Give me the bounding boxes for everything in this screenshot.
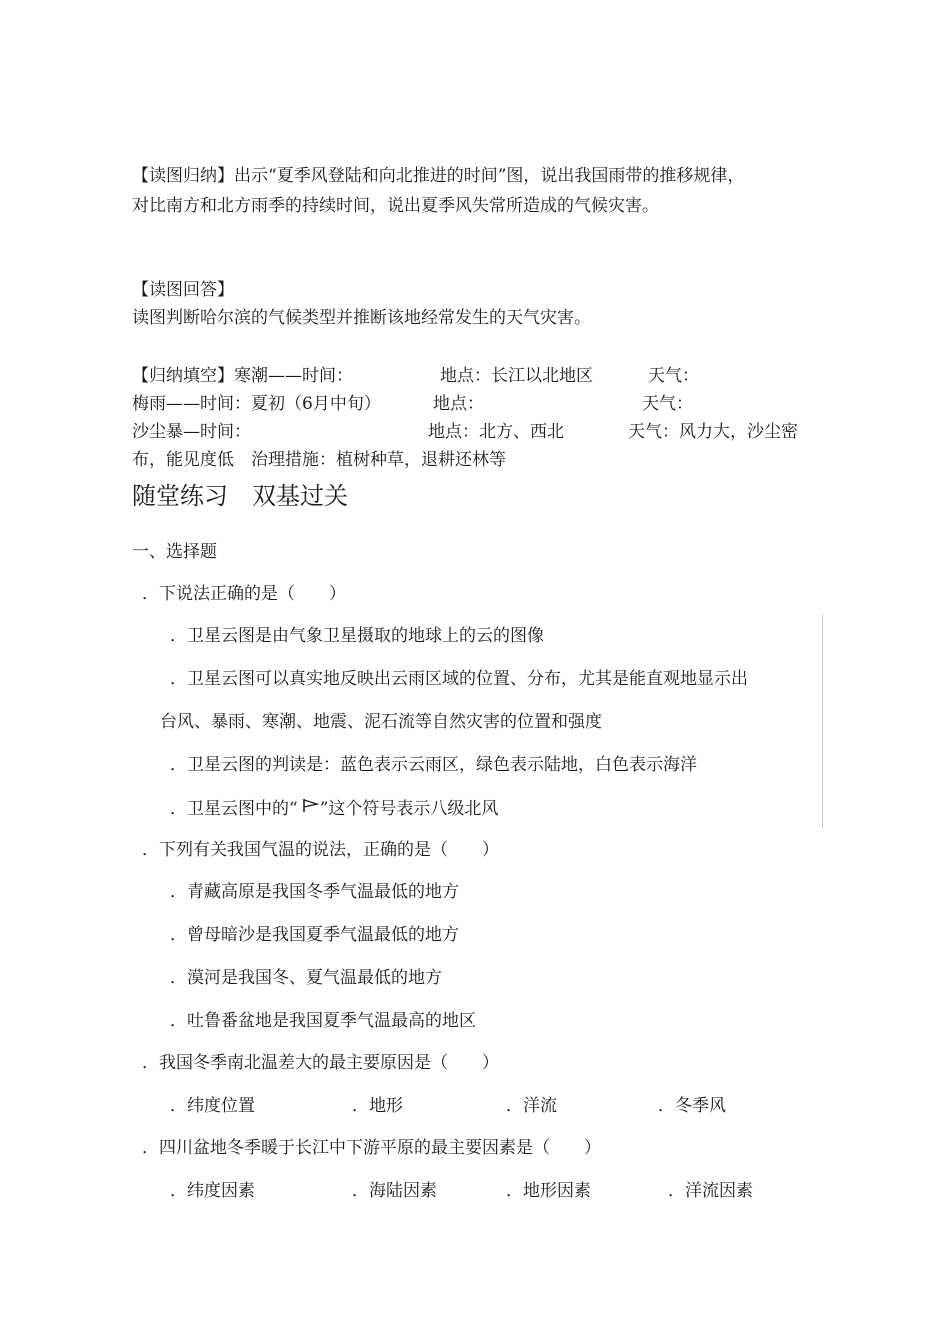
fill-row3-b: 地点：北方、西北 [428, 422, 564, 442]
section2-title: 【读图回答】 [132, 280, 234, 300]
section1-line1: 【读图归纳】出示“夏季风登陆和向北推进的时间”图，说出我国雨带的推移规律， [132, 166, 745, 186]
q1-stem: ．下说法正确的是（ ） [142, 584, 346, 604]
q4-option-b: ．海陆因素 [352, 1181, 437, 1201]
q1-option-c: ．卫星云图的判读是：蓝色表示云雨区，绿色表示陆地，白色表示海洋 [170, 755, 697, 775]
fill-row3-a: 沙尘暴—时间： [132, 422, 251, 442]
q1-option-d-pre: ．卫星云图中的“ [170, 799, 298, 819]
fill-row1-c: 天气： [648, 366, 699, 386]
q4-stem: ．四川盆地冬季暖于长江中下游平原的最主要因素是（ ） [142, 1138, 601, 1158]
practice-heading: 随堂练习 双基过关 [132, 482, 348, 510]
q1-option-d [170, 796, 498, 821]
q3-option-b: ．地形 [352, 1096, 403, 1116]
q3-option-c: ．洋流 [506, 1096, 557, 1116]
q1-border-line [822, 614, 823, 828]
q2-stem: ．下列有关我国气温的说法，正确的是（ ） [142, 840, 499, 860]
q3-option-d: ．冬季风 [658, 1096, 726, 1116]
q4-option-d: ．洋流因素 [668, 1181, 753, 1201]
fill-row1-b: 地点：长江以北地区 [440, 366, 593, 386]
q4-option-a: ．纬度因素 [170, 1181, 255, 1201]
q1-option-b-line1: ．卫星云图可以真实地反映出云雨区域的位置、分布，尤其是能直观地显示出 [170, 669, 748, 689]
q2-option-d: ．吐鲁番盆地是我国夏季气温最高的地区 [170, 1011, 476, 1031]
q3-stem: ．我国冬季南北温差大的最主要原因是（ ） [142, 1053, 499, 1073]
q1-option-d-post: ”这个符号表示八级北风 [319, 799, 499, 819]
section2-text: 读图判断哈尔滨的气候类型并推断该地经常发生的天气灾害。 [132, 308, 591, 328]
q1-option-a: ．卫星云图是由气象卫星摄取的地球上的云的图像 [170, 626, 544, 646]
q2-option-a: ．青藏高原是我国冬季气温最低的地方 [170, 882, 459, 902]
q2-option-b: ．曾母暗沙是我国夏季气温最低的地方 [170, 925, 459, 945]
q1-option-b-line2: 台风、暴雨、寒潮、地震、泥石流等自然灾害的位置和强度 [160, 712, 602, 732]
q3-option-a: ．纬度位置 [170, 1096, 255, 1116]
choice-subheading: 一、选择题 [132, 542, 217, 562]
q2-option-c: ．漠河是我国冬、夏气温最低的地方 [170, 968, 442, 988]
fill-row2-c: 天气： [642, 394, 693, 414]
fill-row1-a: 【归纳填空】寒潮——时间： [132, 366, 353, 386]
fill-row2-b: 地点： [433, 394, 484, 414]
fill-row4: 布，能见度低 治理措施：植树种草，退耕还林等 [132, 450, 506, 470]
fill-row2-a: 梅雨——时间：夏初（6月中旬） [132, 394, 381, 414]
q4-option-c: ．地形因素 [506, 1181, 591, 1201]
fill-row3-c: 天气：风力大，沙尘密 [628, 422, 798, 442]
wind-flag-icon [298, 796, 320, 820]
section1-line2: 对比南方和北方雨季的持续时间，说出夏季风失常所造成的气候灾害。 [132, 196, 659, 216]
